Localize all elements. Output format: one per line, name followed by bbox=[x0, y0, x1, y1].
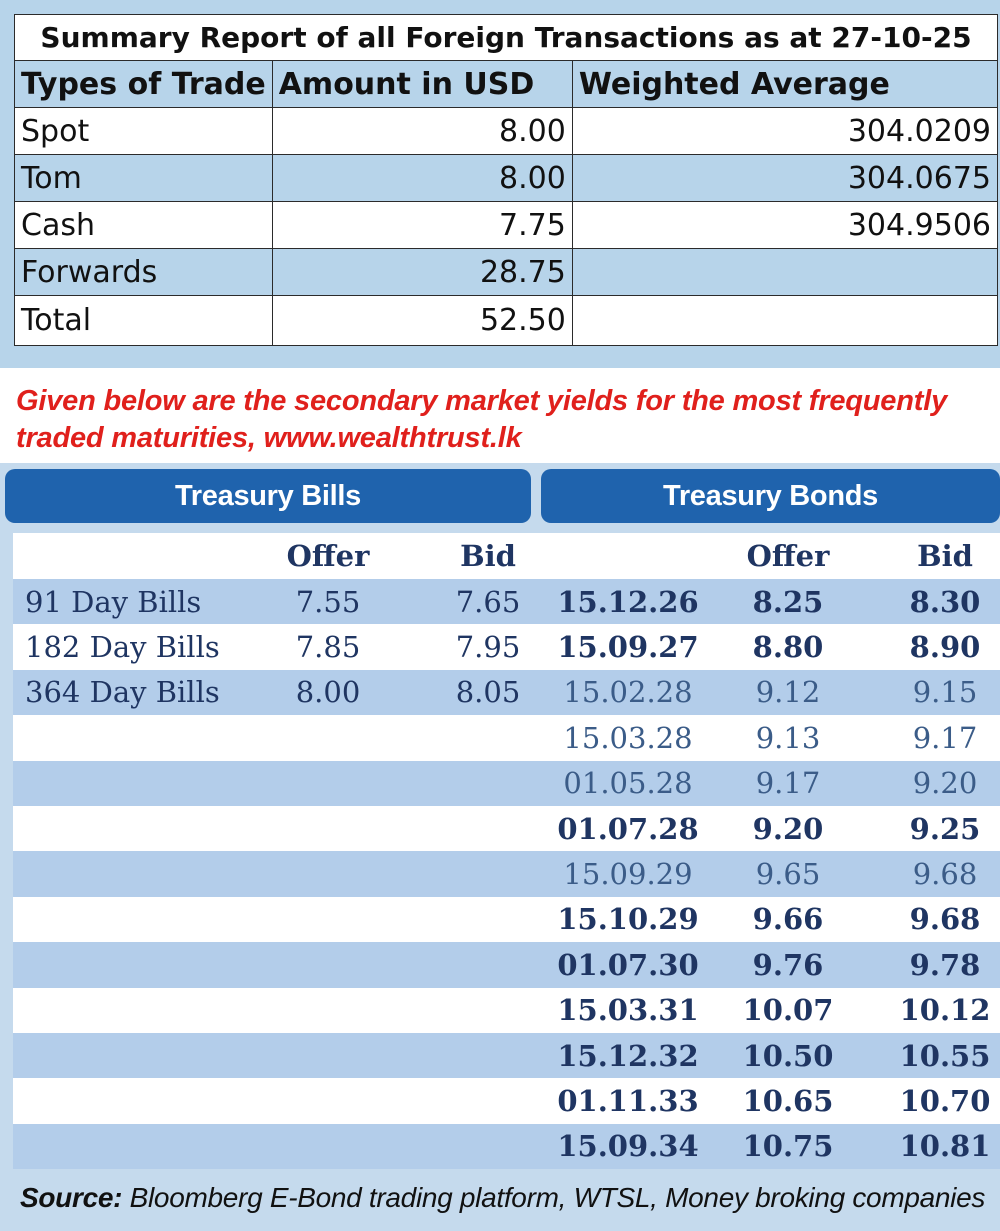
summary-table bbox=[14, 14, 998, 346]
bond-maturity: 15.02.28 bbox=[563, 675, 693, 710]
yields-note: Given below are the secondary market yields for the most frequently traded maturities, www.wealthtrust.lk bbox=[16, 385, 947, 454]
header-weighted-average: Weighted Average bbox=[572, 61, 997, 108]
summary-header-row bbox=[15, 61, 998, 108]
source-footer bbox=[0, 1172, 1000, 1231]
bond-maturity: 01.05.28 bbox=[563, 766, 693, 801]
bond-maturity: 15.09.29 bbox=[563, 857, 693, 892]
yields-row bbox=[13, 1033, 1000, 1078]
bonds-offer-header: Offer bbox=[746, 539, 830, 573]
bond-offer: 10.65 bbox=[742, 1083, 834, 1118]
yields-row bbox=[13, 761, 1000, 806]
summary-row-total bbox=[15, 296, 998, 346]
bond-bid: 10.55 bbox=[899, 1038, 991, 1073]
bill-name: 364 Day Bills bbox=[25, 675, 220, 710]
trade-type: Tom bbox=[15, 155, 273, 202]
trade-amount: 8.00 bbox=[272, 108, 572, 155]
bill-offer: 7.55 bbox=[295, 584, 361, 619]
bond-bid: 9.20 bbox=[912, 766, 978, 801]
bill-name: 182 Day Bills bbox=[25, 630, 220, 665]
summary-title: Summary Report of all Foreign Transactions as at 27-10-25 bbox=[15, 15, 998, 61]
bond-maturity: 15.09.34 bbox=[557, 1129, 699, 1164]
yields-row bbox=[13, 670, 1000, 715]
bond-bid: 9.25 bbox=[909, 811, 981, 846]
yields-row bbox=[13, 806, 1000, 851]
source-label: Source: bbox=[20, 1182, 123, 1213]
yields-row bbox=[13, 715, 1000, 760]
trade-weighted-average bbox=[572, 249, 997, 296]
trade-type: Spot bbox=[15, 108, 273, 155]
yields-grid bbox=[13, 533, 1000, 1169]
yields-row bbox=[13, 624, 1000, 669]
summary-row-tom bbox=[15, 155, 998, 202]
bills-bid-header: Bid bbox=[460, 539, 516, 573]
bond-offer: 10.07 bbox=[742, 993, 834, 1028]
trade-weighted-average: 304.9506 bbox=[572, 202, 997, 249]
yields-row bbox=[13, 579, 1000, 624]
bond-maturity: 01.07.30 bbox=[557, 947, 699, 982]
trade-amount: 8.00 bbox=[272, 155, 572, 202]
bond-maturity: 15.12.26 bbox=[557, 584, 699, 619]
bond-maturity: 01.11.33 bbox=[557, 1083, 699, 1118]
bond-maturity: 15.12.32 bbox=[557, 1038, 699, 1073]
bond-offer: 9.13 bbox=[755, 720, 821, 755]
bond-offer: 9.65 bbox=[755, 857, 821, 892]
bond-bid: 10.81 bbox=[899, 1129, 991, 1164]
bond-maturity: 15.03.28 bbox=[563, 720, 693, 755]
source-text: Bloomberg E-Bond trading platform, WTSL, Money broking companies bbox=[122, 1182, 986, 1213]
bill-name: 91 Day Bills bbox=[25, 584, 202, 619]
bond-bid: 9.68 bbox=[912, 857, 978, 892]
summary-row-forwards bbox=[15, 249, 998, 296]
bond-bid: 8.30 bbox=[909, 584, 981, 619]
bond-maturity: 15.03.31 bbox=[557, 993, 699, 1028]
treasury-bonds-header: Treasury Bonds bbox=[541, 469, 1000, 523]
summary-panel bbox=[0, 0, 1000, 368]
trade-type: Total bbox=[15, 296, 273, 346]
bond-bid: 9.78 bbox=[909, 947, 981, 982]
bond-offer: 9.76 bbox=[752, 947, 824, 982]
summary-row-spot bbox=[15, 108, 998, 155]
bond-offer: 9.20 bbox=[752, 811, 824, 846]
bond-offer: 8.80 bbox=[752, 630, 824, 665]
bill-bid: 8.05 bbox=[455, 675, 521, 710]
bond-offer: 9.17 bbox=[755, 766, 821, 801]
trade-type: Forwards bbox=[15, 249, 273, 296]
trade-weighted-average: 304.0209 bbox=[572, 108, 997, 155]
header-types-of-trade: Types of Trade bbox=[15, 61, 273, 108]
bond-maturity: 01.07.28 bbox=[557, 811, 699, 846]
yields-row bbox=[13, 1124, 1000, 1169]
trade-amount: 28.75 bbox=[272, 249, 572, 296]
bond-maturity: 15.09.27 bbox=[557, 630, 699, 665]
yields-row bbox=[13, 942, 1000, 987]
trade-type: Cash bbox=[15, 202, 273, 249]
bond-bid: 10.70 bbox=[899, 1083, 991, 1118]
trade-weighted-average bbox=[572, 296, 997, 346]
bill-offer: 8.00 bbox=[295, 675, 361, 710]
bill-offer: 7.85 bbox=[295, 630, 361, 665]
bonds-bid-header: Bid bbox=[917, 539, 973, 573]
trade-amount: 52.50 bbox=[272, 296, 572, 346]
trade-amount: 7.75 bbox=[272, 202, 572, 249]
bills-offer-header: Offer bbox=[286, 539, 370, 573]
yields-row bbox=[13, 1078, 1000, 1123]
bond-bid: 10.12 bbox=[899, 993, 991, 1028]
treasury-bills-header: Treasury Bills bbox=[5, 469, 531, 523]
source-line bbox=[20, 1182, 985, 1214]
summary-row-cash bbox=[15, 202, 998, 249]
bond-maturity: 15.10.29 bbox=[557, 902, 699, 937]
bond-offer: 8.25 bbox=[752, 584, 824, 619]
yields-row bbox=[13, 897, 1000, 942]
yields-row bbox=[13, 988, 1000, 1033]
bill-bid: 7.65 bbox=[455, 584, 521, 619]
header-amount-usd: Amount in USD bbox=[272, 61, 572, 108]
bond-offer: 9.66 bbox=[752, 902, 824, 937]
bond-bid: 8.90 bbox=[909, 630, 981, 665]
summary-title-row bbox=[15, 15, 998, 61]
bond-bid: 9.17 bbox=[912, 720, 978, 755]
bond-offer: 9.12 bbox=[755, 675, 821, 710]
bill-bid: 7.95 bbox=[455, 630, 521, 665]
bond-offer: 10.75 bbox=[742, 1129, 834, 1164]
bond-bid: 9.15 bbox=[912, 675, 978, 710]
yields-panel bbox=[0, 463, 1000, 1231]
yields-header-row bbox=[13, 533, 1000, 579]
yields-row bbox=[13, 851, 1000, 896]
bond-offer: 10.50 bbox=[742, 1038, 834, 1073]
bond-bid: 9.68 bbox=[909, 902, 981, 937]
trade-weighted-average: 304.0675 bbox=[572, 155, 997, 202]
